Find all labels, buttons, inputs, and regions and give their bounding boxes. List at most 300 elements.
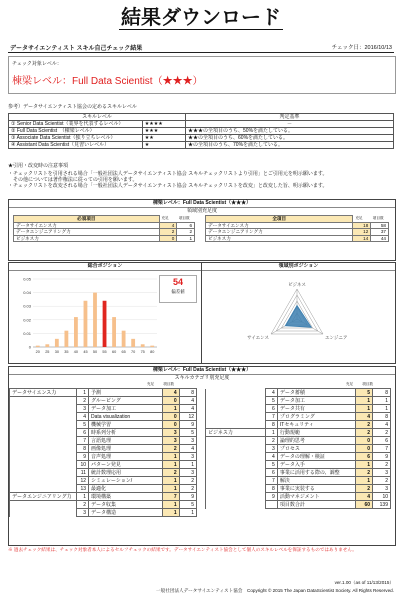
row-number: 6 — [76, 429, 89, 437]
col-count: 項目数 — [178, 216, 190, 220]
table-row — [206, 501, 391, 509]
row-value: 1 — [162, 509, 179, 517]
row-label: シミュレーション/ — [89, 477, 163, 485]
histogram-bar — [84, 301, 88, 347]
row-value: 4 — [159, 222, 177, 229]
x-tick-label: 20 — [35, 350, 40, 354]
y-tick-label: 0.03 — [23, 303, 31, 309]
row-count: 139 — [373, 501, 391, 509]
row-count: 8 — [373, 413, 391, 421]
level-stars: ★★ — [142, 135, 185, 142]
col-count: 項目数 — [372, 216, 384, 220]
x-tick-label: 80 — [150, 350, 155, 354]
row-group — [10, 429, 77, 437]
x-tick-label: 25 — [45, 350, 50, 354]
row-count: 7 — [373, 445, 391, 453]
row-label: 予測 — [89, 389, 163, 397]
level-criteria: － — [186, 121, 394, 128]
table-row — [10, 493, 197, 501]
table-row — [206, 477, 391, 485]
row-count: 3 — [373, 485, 391, 493]
row-label: プログラミング — [277, 413, 355, 421]
row-group — [206, 501, 266, 509]
x-tick-label: 65 — [121, 350, 126, 354]
row-label: Data visualization — [89, 413, 163, 421]
row-label: データ加工 — [89, 405, 163, 413]
x-tick-label: 70 — [131, 350, 136, 354]
row-count: 58 — [371, 222, 389, 229]
row-count: 2 — [179, 477, 196, 485]
level-name: ④ Assistant Data Scientist（見習いレベル） — [9, 142, 143, 149]
table-row — [206, 389, 391, 397]
report-title: データサイエンティスト スキル自己チェック結果 — [10, 46, 143, 52]
row-number: 4 — [265, 453, 277, 461]
target-level-value: 棟梁レベル：Full Data Scientist（★★★） — [12, 76, 203, 87]
table-row — [206, 429, 391, 437]
row-number: 8 — [76, 445, 89, 453]
table-row — [10, 445, 197, 453]
row-group — [206, 477, 266, 485]
levels-row — [9, 121, 394, 128]
y-tick-label: 0.04 — [23, 290, 31, 296]
level-stars: ★★★ — [142, 128, 185, 135]
radar-axis-label: サイエンス — [247, 335, 270, 340]
row-count: 2 — [177, 229, 195, 236]
required-title: 棟梁レベル：Full Data Scientist（★★★） — [9, 200, 395, 208]
row-value: 0 — [162, 397, 179, 405]
table-row — [206, 421, 391, 429]
histogram-bar — [74, 317, 78, 347]
level-criteria: ★★★の全項目のうち、50%を満たしている。 — [186, 128, 394, 135]
table-row — [10, 405, 197, 413]
row-label: 行動規範 — [277, 429, 355, 437]
row-value: 1 — [162, 453, 179, 461]
row-value: 18 — [353, 222, 371, 229]
row-label: 解決 — [277, 477, 355, 485]
row-count: 9 — [373, 453, 391, 461]
table-row — [10, 509, 197, 517]
x-tick-label: 40 — [73, 350, 79, 354]
category-subtitle: スキルカテゴリ別充足度 — [174, 375, 230, 381]
row-number: 8 — [265, 485, 277, 493]
row-number: 7 — [76, 437, 89, 445]
row-group — [206, 405, 266, 413]
row-number: 3 — [76, 405, 89, 413]
histogram-bar — [150, 346, 154, 347]
row-number: 9 — [265, 493, 277, 501]
row-count: 10 — [373, 493, 391, 501]
x-tick-label: 50 — [92, 350, 98, 354]
row-value: 2 — [355, 485, 372, 493]
row-label: 事業に実装する — [277, 485, 355, 493]
row-group — [206, 389, 266, 397]
row-count: 3 — [373, 469, 391, 477]
row-group — [10, 477, 77, 485]
table-row — [206, 397, 391, 405]
level-name: ② Full Data Scientist （棟梁レベル） — [9, 128, 143, 135]
row-label: 言語処理 — [89, 437, 163, 445]
row-label: 統計数理応用 — [89, 469, 163, 477]
row-count: 12 — [179, 413, 196, 421]
level-criteria: ★の全項目のうち、70%を満たしている。 — [186, 142, 394, 149]
row-group — [206, 493, 266, 501]
position-section — [8, 262, 396, 364]
notes-line: ・チェックリストを改変される場合「一般社団法人データサイエンティスト協会 スキルチェックリストを改変」と改変した旨、明示願います。 — [8, 183, 328, 189]
category-section — [8, 366, 396, 546]
row-count: 8 — [373, 389, 391, 397]
row-value: 14 — [353, 235, 371, 242]
row-count: 4 — [179, 445, 196, 453]
histogram-bar — [45, 344, 49, 347]
x-tick-label: 35 — [64, 350, 69, 354]
category-left-table — [9, 388, 197, 517]
row-value: 1 — [162, 461, 179, 469]
notes-line: ・チェックリストを引用される場合「一般社団法人データサイエンティスト協会 スキルチェックリストより引用」とご引用元を明示願います。 — [8, 171, 328, 177]
table-row — [10, 461, 197, 469]
row-label: プロセス — [277, 445, 355, 453]
footnote: ※ 過去チェック結果は、チェック対象者本人によるセルフチェックの結果です。データサイエンティスト協会として個人のスキルレベルを保証するものではありません。 — [8, 547, 357, 552]
x-tick-label: 30 — [54, 350, 59, 354]
row-value: 0 — [355, 437, 372, 445]
row-count: 4 — [179, 397, 196, 405]
row-group — [10, 397, 77, 405]
row-count: 9 — [179, 421, 196, 429]
row-group — [206, 413, 266, 421]
row-value: 3 — [162, 437, 179, 445]
row-number: 4 — [76, 413, 89, 421]
row-label: ITセキュリティ — [277, 421, 355, 429]
row-value: 3 — [162, 429, 179, 437]
row-number: 7 — [265, 413, 277, 421]
row-number: 1 — [76, 389, 89, 397]
col-required: 必須項目 — [14, 216, 160, 223]
col-fulfilled: 充足 — [355, 216, 363, 220]
radar-axis-label: ビジネス — [288, 282, 306, 287]
row-value: 0 — [355, 445, 372, 453]
notes — [8, 163, 328, 189]
row-label: グルーピング — [89, 397, 163, 405]
row-count: 5 — [179, 501, 196, 509]
required-right-table — [205, 215, 389, 242]
table-row — [206, 453, 391, 461]
row-value: 6 — [355, 453, 372, 461]
report-header — [8, 40, 394, 53]
table-row — [10, 421, 197, 429]
row-label: 論理的思考 — [277, 437, 355, 445]
row-group — [10, 413, 77, 421]
table-row — [10, 397, 197, 405]
page-title: 結果ダウンロード — [121, 7, 281, 29]
row-group — [10, 453, 77, 461]
y-tick-label: 0 — [28, 344, 31, 350]
col-fulfilled: 充足 — [146, 382, 154, 386]
level-name: ① Senior Data Scientist（業界を代表するレベル） — [9, 121, 143, 128]
table-row — [14, 235, 195, 242]
row-group — [10, 405, 77, 413]
row-number: 2 — [76, 397, 89, 405]
row-group — [10, 469, 77, 477]
row-count: 5 — [179, 429, 196, 437]
row-label: データ蓄積 — [277, 389, 355, 397]
col-fulfilled: 充足 — [345, 382, 353, 386]
col-all: 全項目 — [206, 216, 353, 223]
target-level-box — [8, 56, 396, 94]
row-value: 12 — [353, 229, 371, 236]
row-value: 7 — [162, 493, 179, 501]
radar-axis-label: エンジニア — [324, 335, 348, 340]
levels-col-criteria: 判定基準 — [186, 114, 394, 121]
table-row — [10, 389, 197, 397]
score-label: 偏差値 — [171, 289, 185, 294]
notes-line: その他については著作権法に従っての引用を願います。 — [8, 177, 138, 183]
row-value: 4 — [355, 493, 372, 501]
row-group — [10, 437, 77, 445]
row-count: 9 — [179, 493, 196, 501]
y-tick-label: 0.05 — [23, 276, 31, 282]
row-number: 7 — [265, 477, 277, 485]
row-value: 0 — [162, 413, 179, 421]
row-number: 3 — [76, 509, 89, 517]
histogram-bar — [131, 339, 135, 347]
check-date: チェック日：2016/10/13 — [331, 45, 392, 51]
target-level-label: チェック対象レベル： — [12, 61, 62, 67]
row-value: 1 — [355, 477, 372, 485]
table-row — [10, 413, 197, 421]
row-group — [206, 445, 266, 453]
row-group — [10, 461, 77, 469]
row-label: データの理解・検証 — [277, 453, 355, 461]
row-count: 44 — [371, 235, 389, 242]
row-count: 4 — [373, 421, 391, 429]
row-value: 1 — [355, 405, 372, 413]
row-group — [206, 453, 266, 461]
row-number: 6 — [265, 405, 277, 413]
y-tick-label: 0.02 — [23, 317, 31, 323]
category-right-table — [205, 388, 391, 509]
row-value: 1 — [355, 397, 372, 405]
row-label: 画像処理 — [89, 445, 163, 453]
row-number: 13 — [76, 485, 89, 493]
row-count: 6 — [177, 222, 195, 229]
row-count: 1 — [177, 235, 195, 242]
row-group — [10, 509, 77, 517]
histogram-bar — [64, 331, 68, 347]
row-label: 音声処理 — [89, 453, 163, 461]
histogram-bar — [36, 346, 40, 347]
row-number: 5 — [76, 421, 89, 429]
row-label: パターン発見 — [89, 461, 163, 469]
row-value: 0 — [162, 421, 179, 429]
row-count: 1 — [373, 397, 391, 405]
row-count: 3 — [179, 469, 196, 477]
row-value: 2 — [355, 421, 372, 429]
table-row — [10, 469, 197, 477]
row-group: データエンジニアリング力 — [10, 493, 77, 501]
required-subtitle: 領域別充足度 — [186, 208, 217, 214]
position-panel — [9, 263, 202, 363]
table-row — [206, 235, 389, 242]
table-row — [206, 461, 391, 469]
row-label: 事業に活用する際の、調整 — [277, 469, 355, 477]
row-label: データサイエンス力 — [206, 222, 353, 229]
row-group: ビジネス力 — [206, 429, 266, 437]
row-count: 2 — [179, 485, 196, 493]
row-label: データ入手 — [277, 461, 355, 469]
row-number — [265, 501, 277, 509]
row-value: 1 — [162, 405, 179, 413]
row-number: 4 — [265, 389, 277, 397]
row-number: 1 — [265, 429, 277, 437]
row-number: 9 — [76, 453, 89, 461]
row-value: 1 — [162, 477, 179, 485]
x-tick-label: 60 — [111, 350, 117, 354]
category-title: 棟梁レベル：Full Data Scientist（★★★） — [9, 367, 395, 375]
row-group — [206, 437, 266, 445]
col-count: 項目数 — [163, 382, 174, 386]
histogram-bar — [141, 344, 145, 347]
row-count: 37 — [371, 229, 389, 236]
row-group: データサイエンス力 — [10, 389, 77, 397]
row-count: 2 — [373, 429, 391, 437]
row-value: 1 — [162, 501, 179, 509]
table-row — [206, 437, 391, 445]
col-fulfilled: 充足 — [161, 216, 169, 220]
row-count: 2 — [373, 461, 391, 469]
table-row — [10, 453, 197, 461]
row-count: 1 — [373, 405, 391, 413]
row-value: 4 — [355, 413, 372, 421]
row-value: 1 — [162, 485, 179, 493]
levels-row — [9, 128, 394, 135]
row-label: 最適化 — [89, 485, 163, 493]
row-count: 3 — [179, 453, 196, 461]
levels-col-skill: スキルレベル — [9, 114, 186, 121]
row-value: 0 — [159, 235, 177, 242]
row-label: 機械学習 — [89, 421, 163, 429]
category-right-header — [331, 382, 377, 387]
row-number: 11 — [76, 469, 89, 477]
row-group — [206, 461, 266, 469]
row-label: データ共有 — [277, 405, 355, 413]
row-label: データエンジニアリング力 — [14, 229, 160, 236]
levels-row — [9, 142, 394, 149]
histogram-bar — [93, 293, 97, 347]
table-row — [206, 413, 391, 421]
histogram-bar — [112, 317, 116, 347]
table-row — [206, 485, 391, 493]
y-tick-label: 0.01 — [23, 330, 31, 336]
notes-heading: ★引用・改変時の注意事項 — [8, 163, 69, 169]
row-number: 5 — [265, 461, 277, 469]
level-stars: ★ — [142, 142, 185, 149]
row-label: 項目数合計 — [277, 501, 355, 509]
row-number: 2 — [76, 501, 89, 509]
level-stars: ★★★★ — [142, 121, 185, 128]
table-row — [206, 405, 391, 413]
row-number: 2 — [265, 437, 277, 445]
row-group — [206, 421, 266, 429]
footer-version: ver.1.00（as of 11/13/2015） — [334, 580, 394, 585]
row-count: 8 — [179, 389, 196, 397]
row-value: 60 — [355, 501, 372, 509]
row-value: 2 — [159, 229, 177, 236]
row-number: 12 — [76, 477, 89, 485]
score-box — [159, 275, 197, 303]
row-value: 2 — [355, 429, 372, 437]
row-number: 6 — [265, 469, 277, 477]
row-number: 3 — [265, 445, 277, 453]
category-left-header — [132, 382, 178, 387]
row-value: 1 — [355, 461, 372, 469]
row-group — [206, 469, 266, 477]
footer-copyright: 一般社団法人データサイエンティスト協会 Copyright © 2015 The Japan DataScientist Society. All Rights Reserved. — [156, 588, 394, 593]
row-count: 3 — [179, 437, 196, 445]
row-count: 2 — [373, 477, 391, 485]
radar-title: 領域別ポジション — [202, 263, 395, 271]
x-tick-label: 55 — [102, 350, 107, 354]
row-number: 8 — [265, 421, 277, 429]
row-count: 1 — [179, 461, 196, 469]
row-value: 4 — [162, 389, 179, 397]
radar-panel — [202, 263, 395, 363]
row-group — [206, 397, 266, 405]
row-group — [10, 485, 77, 493]
table-row — [10, 485, 197, 493]
radar-chart — [242, 273, 352, 359]
levels-table — [8, 113, 394, 149]
col-count: 項目数 — [362, 382, 373, 386]
row-label: データ加工 — [277, 397, 355, 405]
row-number: 5 — [265, 397, 277, 405]
row-value: 2 — [355, 469, 372, 477]
row-group — [10, 421, 77, 429]
row-count: 6 — [373, 437, 391, 445]
row-label: データサイエンス力 — [14, 222, 160, 229]
required-section — [8, 199, 396, 261]
row-group — [206, 485, 266, 493]
table-row — [10, 429, 197, 437]
levels-row — [9, 135, 394, 142]
row-value: 5 — [355, 389, 372, 397]
table-row — [206, 493, 391, 501]
row-group — [10, 445, 77, 453]
level-name: ③ Associate Data Scientist（独り立ちレベル） — [9, 135, 143, 142]
row-label: ビジネス力 — [206, 235, 353, 242]
row-number: 10 — [76, 461, 89, 469]
row-label: ビジネス力 — [14, 235, 160, 242]
row-value: 2 — [162, 469, 179, 477]
histogram-bar — [122, 331, 126, 347]
score-value: 54 — [172, 277, 183, 287]
table-row — [10, 501, 197, 509]
row-number: 1 — [76, 493, 89, 501]
row-group — [10, 501, 77, 509]
histogram-bar — [103, 301, 107, 347]
row-label: 環境構築 — [89, 493, 163, 501]
x-tick-label: 75 — [140, 350, 145, 354]
row-label: データ収集 — [89, 501, 163, 509]
table-row — [206, 469, 391, 477]
x-tick-label: 45 — [83, 350, 88, 354]
row-value: 2 — [162, 445, 179, 453]
histogram-bar — [55, 339, 59, 347]
position-title: 総合ポジション — [9, 263, 201, 271]
required-left-table — [13, 215, 195, 242]
table-row — [206, 445, 391, 453]
row-label: 活動マネジメント — [277, 493, 355, 501]
row-label: 時系列分析 — [89, 429, 163, 437]
levels-heading: 参考）データサイエンティスト協会の定めるスキルレベル — [8, 104, 137, 110]
